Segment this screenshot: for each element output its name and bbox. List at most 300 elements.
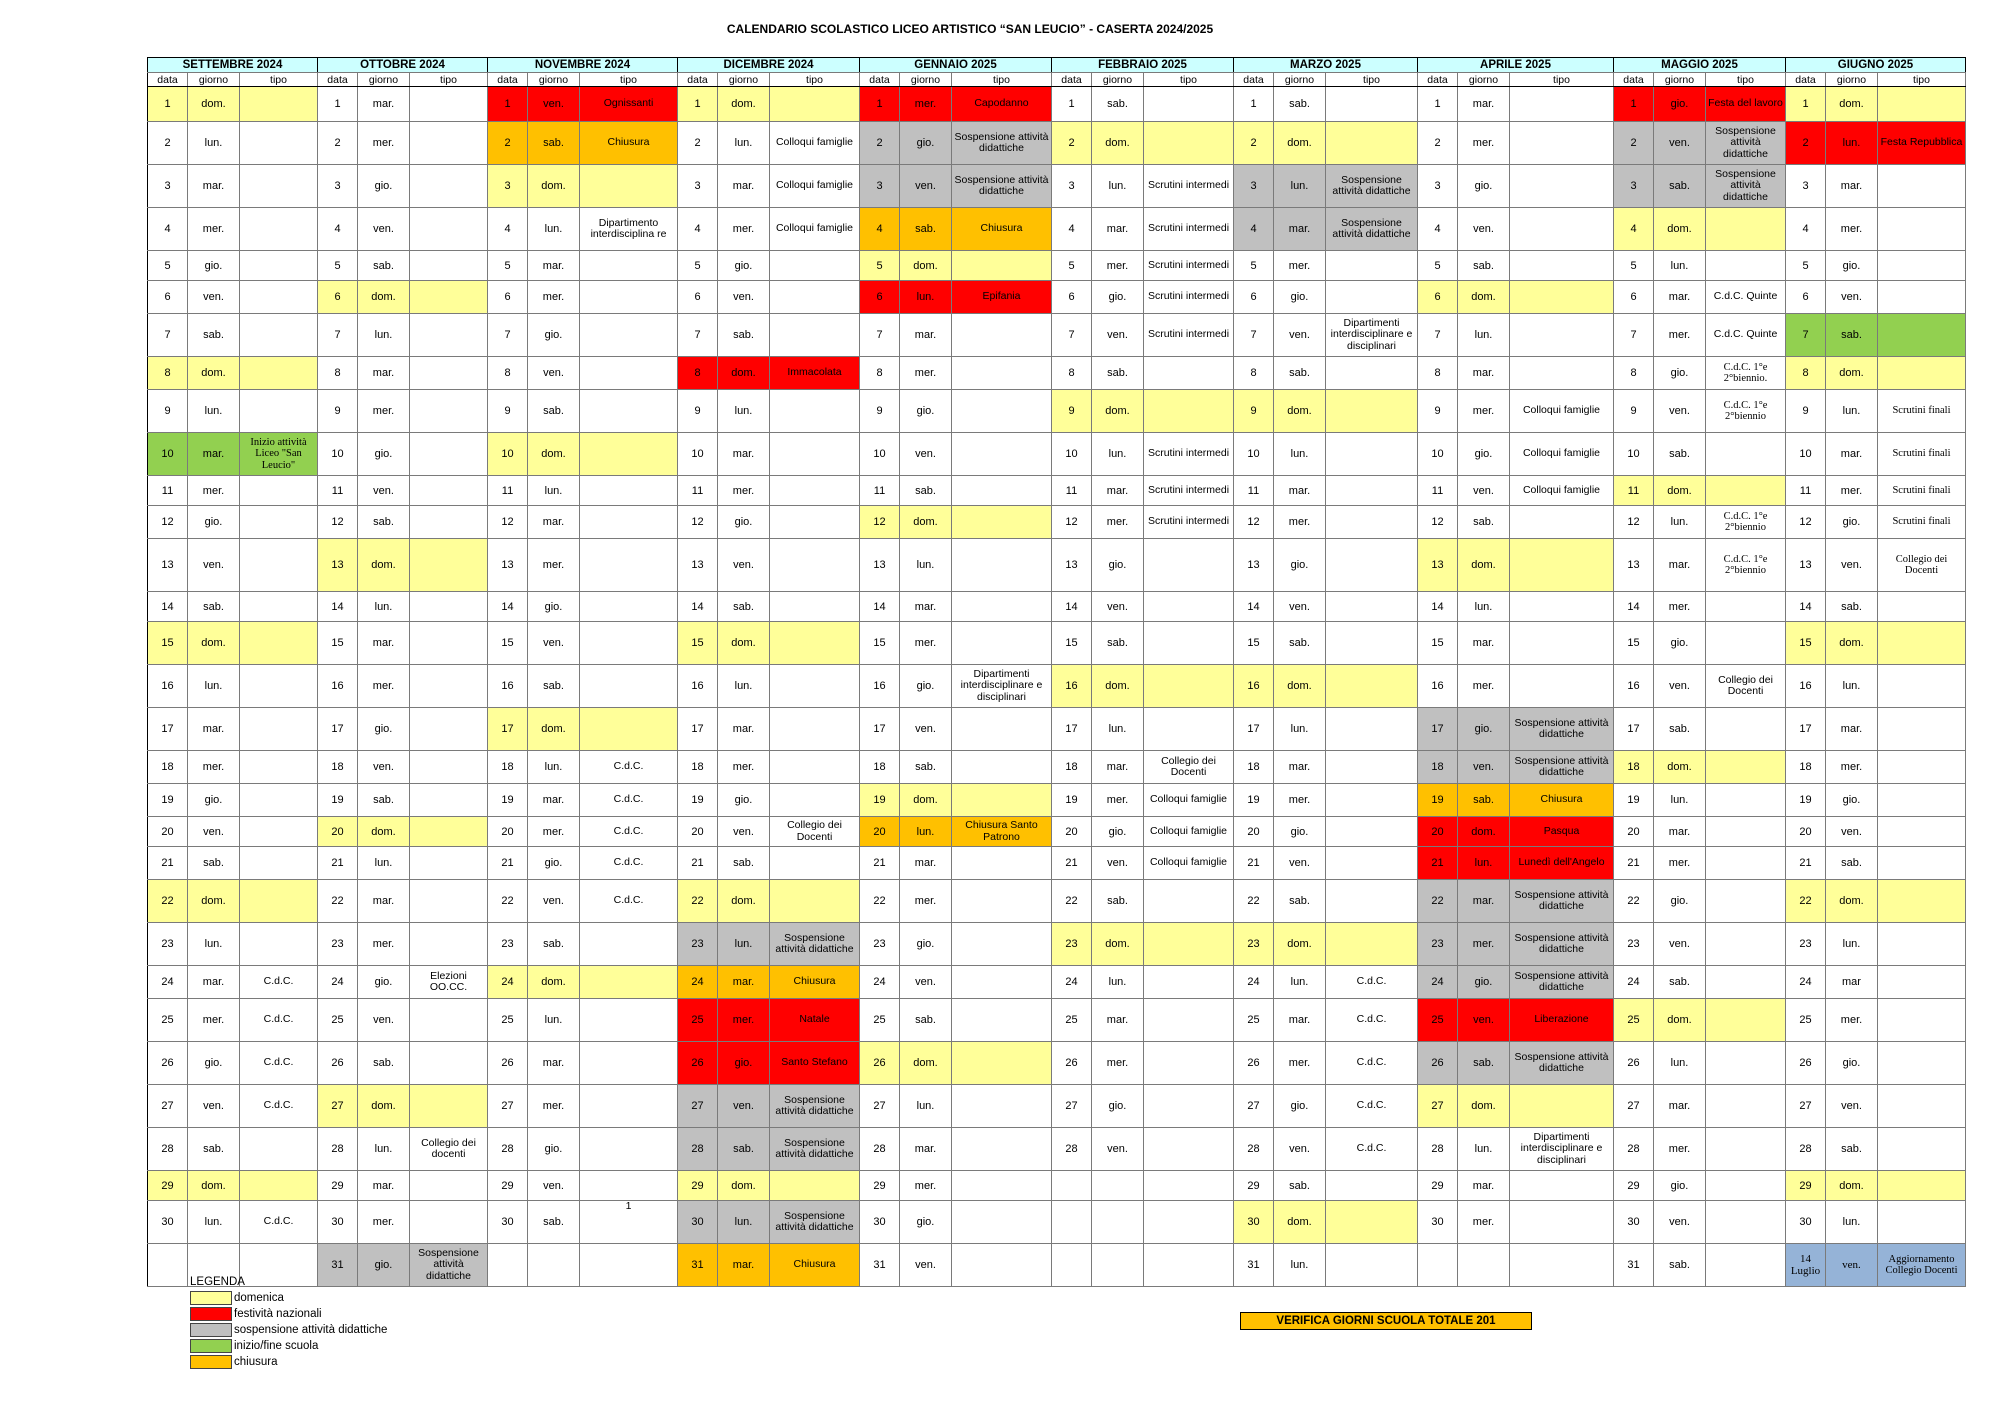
day-type	[410, 592, 488, 622]
day-date: 23	[1052, 923, 1092, 966]
day-weekday: sab.	[1458, 506, 1510, 539]
day-type	[1706, 923, 1786, 966]
day-weekday: sab.	[1274, 87, 1326, 122]
day-type: Scrutini intermedi	[1144, 281, 1234, 314]
day-type: Chiusura	[770, 1244, 860, 1287]
day-date: 14	[1234, 592, 1274, 622]
day-date: 24	[318, 966, 358, 999]
legend-label: inizio/fine scuola	[234, 1340, 319, 1352]
day-date: 10	[1614, 433, 1654, 476]
day-date: 27	[488, 1085, 528, 1128]
day-date: 3	[1234, 165, 1274, 208]
day-weekday: dom.	[188, 87, 240, 122]
day-date: 20	[318, 817, 358, 847]
day-weekday: sab.	[1654, 708, 1706, 751]
day-weekday	[528, 1244, 580, 1287]
day-weekday: lun.	[358, 592, 410, 622]
day-weekday: ven.	[358, 751, 410, 784]
page-title: CALENDARIO SCOLASTICO LICEO ARTISTICO “SAN LEUCIO” - CASERTA 2024/2025	[726, 22, 1214, 36]
day-date: 23	[860, 923, 900, 966]
day-weekday: sab.	[1654, 966, 1706, 999]
day-weekday: dom.	[718, 622, 770, 665]
day-date: 20	[1418, 817, 1458, 847]
day-date: 4	[678, 208, 718, 251]
column-header-tipo: tipo	[240, 73, 318, 87]
day-date: 27	[1786, 1085, 1826, 1128]
day-date: 26	[1614, 1042, 1654, 1085]
day-date: 11	[318, 476, 358, 506]
day-date: 5	[1234, 251, 1274, 281]
day-weekday: mar.	[718, 708, 770, 751]
day-type: C.d.C.	[580, 847, 678, 880]
day-type: C.d.C.	[580, 817, 678, 847]
day-weekday: gio.	[1654, 622, 1706, 665]
day-date: 18	[1052, 751, 1092, 784]
day-type: Scrutini finali	[1878, 433, 1966, 476]
day-weekday: lun.	[188, 1201, 240, 1244]
day-type: C.d.C.	[1326, 966, 1418, 999]
day-type	[410, 281, 488, 314]
day-weekday: ven.	[1826, 1085, 1878, 1128]
day-weekday: gio.	[1274, 539, 1326, 592]
day-weekday: gio.	[1092, 817, 1144, 847]
day-type	[952, 923, 1052, 966]
day-weekday	[1458, 1244, 1510, 1287]
day-weekday: dom.	[1458, 281, 1510, 314]
day-type	[580, 1042, 678, 1085]
day-date: 8	[1786, 357, 1826, 390]
day-date: 27	[318, 1085, 358, 1128]
day-type	[1326, 751, 1418, 784]
day-type	[1878, 87, 1966, 122]
day-weekday: gio.	[1654, 357, 1706, 390]
day-type	[770, 665, 860, 708]
day-date: 3	[1614, 165, 1654, 208]
day-date: 16	[1418, 665, 1458, 708]
day-weekday: mar.	[1654, 817, 1706, 847]
day-type	[410, 165, 488, 208]
day-weekday: mer.	[1458, 390, 1510, 433]
legend-item	[190, 1322, 387, 1338]
day-weekday: sab.	[188, 592, 240, 622]
day-type	[1144, 999, 1234, 1042]
day-date: 6	[148, 281, 188, 314]
day-type: C.d.C.	[580, 880, 678, 923]
day-weekday: dom.	[1826, 880, 1878, 923]
day-weekday: mar.	[528, 251, 580, 281]
day-date: 10	[1786, 433, 1826, 476]
day-date: 3	[1786, 165, 1826, 208]
day-type	[952, 539, 1052, 592]
day-type	[240, 122, 318, 165]
column-header-data: data	[488, 73, 528, 87]
day-date: 7	[1786, 314, 1826, 357]
legend-swatch	[190, 1339, 232, 1353]
day-type: C.d.C. 1°e 2°biennio.	[1706, 357, 1786, 390]
day-type: Sospensione attività didattiche	[1510, 966, 1614, 999]
day-date: 12	[318, 506, 358, 539]
day-weekday: mer.	[900, 880, 952, 923]
day-date: 26	[860, 1042, 900, 1085]
day-type	[410, 87, 488, 122]
day-date: 16	[1052, 665, 1092, 708]
day-date: 22	[1418, 880, 1458, 923]
day-weekday: sab.	[528, 1201, 580, 1244]
column-header-giorno: giorno	[188, 73, 240, 87]
day-row	[148, 784, 1966, 817]
day-date: 22	[678, 880, 718, 923]
day-date: 11	[860, 476, 900, 506]
day-weekday: gio.	[1826, 784, 1878, 817]
day-date: 8	[1234, 357, 1274, 390]
day-weekday: ven.	[718, 1085, 770, 1128]
day-date: 13	[1234, 539, 1274, 592]
day-type	[410, 999, 488, 1042]
day-type	[240, 476, 318, 506]
day-date: 9	[148, 390, 188, 433]
day-date: 17	[148, 708, 188, 751]
day-weekday: sab.	[1458, 784, 1510, 817]
day-date: 25	[318, 999, 358, 1042]
day-row	[148, 708, 1966, 751]
month-header: GIUGNO 2025	[1786, 58, 1966, 73]
day-type	[1326, 665, 1418, 708]
day-weekday: sab.	[1092, 622, 1144, 665]
day-weekday: dom.	[1654, 751, 1706, 784]
day-type: C.d.C. 1°e 2°biennio	[1706, 539, 1786, 592]
day-weekday: ven.	[900, 165, 952, 208]
day-weekday: mar.	[1654, 1085, 1706, 1128]
column-header-giorno: giorno	[1274, 73, 1326, 87]
day-type	[1326, 433, 1418, 476]
day-weekday: gio.	[358, 433, 410, 476]
day-type: C.d.C.	[240, 966, 318, 999]
day-type	[1706, 1171, 1786, 1201]
column-header-giorno: giorno	[900, 73, 952, 87]
day-date: 9	[1234, 390, 1274, 433]
day-type: Dipartimenti interdisciplinare e disciplinari	[952, 665, 1052, 708]
day-type: C.d.C.	[580, 751, 678, 784]
day-type: Colloqui famiglie	[1510, 390, 1614, 433]
day-date: 30	[148, 1201, 188, 1244]
day-weekday: gio.	[188, 506, 240, 539]
day-weekday: mar.	[1826, 433, 1878, 476]
day-weekday: mar.	[188, 433, 240, 476]
day-date: 8	[1614, 357, 1654, 390]
day-type: Scrutini intermedi	[1144, 476, 1234, 506]
column-header-giorno: giorno	[1654, 73, 1706, 87]
day-date: 24	[488, 966, 528, 999]
day-date: 13	[1614, 539, 1654, 592]
day-type: Dipartimenti interdisciplinare e disciplinari	[1510, 1128, 1614, 1171]
day-type	[410, 506, 488, 539]
day-weekday: mer.	[528, 539, 580, 592]
day-type: C.d.C.	[240, 999, 318, 1042]
day-weekday: lun.	[718, 923, 770, 966]
day-date: 25	[678, 999, 718, 1042]
day-type	[580, 622, 678, 665]
day-weekday: mer.	[1092, 251, 1144, 281]
day-date	[1052, 1171, 1092, 1201]
day-row	[148, 122, 1966, 165]
day-date: 20	[678, 817, 718, 847]
day-weekday: gio.	[718, 784, 770, 817]
day-weekday: mer.	[188, 476, 240, 506]
day-date: 8	[1052, 357, 1092, 390]
day-weekday: gio.	[528, 592, 580, 622]
day-weekday: ven.	[1092, 314, 1144, 357]
column-header-tipo: tipo	[410, 73, 488, 87]
day-type	[240, 506, 318, 539]
day-type	[580, 708, 678, 751]
day-date: 16	[1234, 665, 1274, 708]
day-type	[580, 1171, 678, 1201]
day-weekday: gio.	[718, 1042, 770, 1085]
day-date: 14	[318, 592, 358, 622]
day-date	[1052, 1201, 1092, 1244]
day-weekday	[1092, 1171, 1144, 1201]
day-date: 11	[1786, 476, 1826, 506]
day-weekday: lun.	[1654, 506, 1706, 539]
day-date: 12	[1052, 506, 1092, 539]
day-type: Sospensione attività didattiche	[1706, 165, 1786, 208]
legend-swatch	[190, 1323, 232, 1337]
day-type	[1706, 784, 1786, 817]
day-weekday: dom.	[188, 880, 240, 923]
day-type	[1878, 314, 1966, 357]
day-type	[1144, 1201, 1234, 1244]
day-type	[240, 847, 318, 880]
month-header: NOVEMBRE 2024	[488, 58, 678, 73]
day-date: 23	[1418, 923, 1458, 966]
day-type	[1510, 1201, 1614, 1244]
day-date: 23	[1786, 923, 1826, 966]
day-weekday: lun.	[528, 999, 580, 1042]
day-type: Sospensione attività didattiche	[1510, 923, 1614, 966]
day-type	[1144, 880, 1234, 923]
day-type: Scrutini finali	[1878, 390, 1966, 433]
day-weekday: ven.	[358, 208, 410, 251]
day-date: 10	[488, 433, 528, 476]
day-date: 21	[860, 847, 900, 880]
day-weekday: dom.	[900, 784, 952, 817]
day-type	[1326, 1244, 1418, 1287]
day-type	[580, 1128, 678, 1171]
day-weekday: ven.	[1274, 592, 1326, 622]
day-weekday: lun.	[358, 847, 410, 880]
day-date: 28	[148, 1128, 188, 1171]
day-date: 27	[1052, 1085, 1092, 1128]
day-weekday: ven.	[188, 817, 240, 847]
day-type	[1144, 390, 1234, 433]
day-weekday: gio.	[718, 506, 770, 539]
legend-swatch	[190, 1291, 232, 1305]
day-type	[1878, 923, 1966, 966]
day-date: 1	[488, 87, 528, 122]
day-date	[1418, 1244, 1458, 1287]
day-weekday: lun.	[188, 923, 240, 966]
day-type: C.d.C.	[580, 784, 678, 817]
day-weekday: ven.	[188, 281, 240, 314]
day-date: 28	[1614, 1128, 1654, 1171]
day-date: 7	[1234, 314, 1274, 357]
day-type	[770, 751, 860, 784]
day-date: 16	[860, 665, 900, 708]
column-header-data: data	[1786, 73, 1826, 87]
day-weekday: dom.	[900, 506, 952, 539]
day-weekday: gio.	[900, 122, 952, 165]
day-date: 11	[1418, 476, 1458, 506]
day-row	[148, 880, 1966, 923]
day-type	[240, 923, 318, 966]
day-type	[240, 1128, 318, 1171]
day-type	[1510, 1085, 1614, 1128]
day-date: 12	[1234, 506, 1274, 539]
day-date: 14	[488, 592, 528, 622]
day-weekday: dom.	[188, 1171, 240, 1201]
day-weekday: lun.	[1274, 433, 1326, 476]
day-weekday: lun.	[1458, 592, 1510, 622]
column-header-tipo: tipo	[1144, 73, 1234, 87]
day-weekday: mer.	[1458, 122, 1510, 165]
day-weekday: sab.	[718, 592, 770, 622]
day-date: 25	[148, 999, 188, 1042]
day-weekday: sab.	[358, 784, 410, 817]
day-date: 29	[860, 1171, 900, 1201]
day-type	[410, 784, 488, 817]
day-type	[952, 1085, 1052, 1128]
day-date: 26	[1052, 1042, 1092, 1085]
day-type	[580, 251, 678, 281]
day-weekday: sab.	[1654, 1244, 1706, 1287]
day-date: 18	[148, 751, 188, 784]
day-weekday: lun.	[900, 539, 952, 592]
day-type: Sospensione attività didattiche	[1326, 208, 1418, 251]
calendar-table	[147, 57, 1966, 1287]
day-date: 17	[1052, 708, 1092, 751]
day-type: Colloqui famiglie	[1144, 784, 1234, 817]
day-type	[410, 923, 488, 966]
day-weekday: ven.	[1826, 817, 1878, 847]
day-type: Epifania	[952, 281, 1052, 314]
day-type	[410, 1201, 488, 1244]
day-weekday: mar.	[1458, 1171, 1510, 1201]
day-weekday: mar.	[358, 622, 410, 665]
day-date: 7	[1418, 314, 1458, 357]
day-date: 15	[318, 622, 358, 665]
day-date: 20	[1052, 817, 1092, 847]
day-date: 25	[488, 999, 528, 1042]
day-date: 8	[860, 357, 900, 390]
day-type: Immacolata	[770, 357, 860, 390]
day-weekday: sab.	[900, 476, 952, 506]
day-date: 30	[1614, 1201, 1654, 1244]
day-type	[1510, 506, 1614, 539]
day-weekday: lun.	[1274, 1244, 1326, 1287]
day-date: 14 Luglio	[1786, 1244, 1826, 1287]
day-date: 21	[318, 847, 358, 880]
day-weekday: sab.	[1092, 880, 1144, 923]
day-weekday: lun.	[900, 281, 952, 314]
day-type	[1510, 665, 1614, 708]
day-weekday: ven.	[188, 1085, 240, 1128]
day-date: 20	[148, 817, 188, 847]
day-row	[148, 751, 1966, 784]
day-date: 21	[488, 847, 528, 880]
day-date: 4	[1234, 208, 1274, 251]
day-date: 14	[860, 592, 900, 622]
day-date: 1	[148, 87, 188, 122]
day-weekday: ven.	[718, 281, 770, 314]
day-date: 14	[1786, 592, 1826, 622]
day-weekday: dom.	[718, 87, 770, 122]
day-weekday: dom.	[1458, 817, 1510, 847]
day-date: 21	[1052, 847, 1092, 880]
day-weekday: ven.	[1092, 847, 1144, 880]
day-date: 17	[1418, 708, 1458, 751]
day-weekday: dom.	[188, 622, 240, 665]
day-weekday: lun.	[1274, 966, 1326, 999]
day-date: 14	[148, 592, 188, 622]
day-weekday: mer.	[528, 1085, 580, 1128]
day-weekday: mer.	[528, 281, 580, 314]
day-type	[1326, 1201, 1418, 1244]
day-date: 2	[1052, 122, 1092, 165]
day-date: 3	[678, 165, 718, 208]
day-weekday: mer.	[1092, 1042, 1144, 1085]
day-type: Pasqua	[1510, 817, 1614, 847]
day-type	[1706, 817, 1786, 847]
day-weekday: mar.	[1654, 281, 1706, 314]
column-header-tipo: tipo	[1510, 73, 1614, 87]
day-date: 16	[488, 665, 528, 708]
day-type	[952, 751, 1052, 784]
day-type: Chiusura Santo Patrono	[952, 817, 1052, 847]
day-date: 23	[488, 923, 528, 966]
day-date: 7	[678, 314, 718, 357]
day-type	[1706, 847, 1786, 880]
day-weekday: mer.	[1458, 923, 1510, 966]
day-type	[1510, 592, 1614, 622]
day-type	[1878, 999, 1966, 1042]
day-weekday: mar.	[188, 708, 240, 751]
day-row	[148, 357, 1966, 390]
day-weekday: ven.	[358, 476, 410, 506]
day-weekday: mar.	[900, 314, 952, 357]
day-type	[580, 966, 678, 999]
day-date: 19	[148, 784, 188, 817]
day-date: 27	[1234, 1085, 1274, 1128]
day-weekday: mar.	[188, 966, 240, 999]
day-weekday: lun.	[718, 390, 770, 433]
day-weekday: mar.	[528, 784, 580, 817]
day-weekday: gio.	[1092, 539, 1144, 592]
day-date: 7	[318, 314, 358, 357]
day-type: Liberazione	[1510, 999, 1614, 1042]
day-type	[952, 708, 1052, 751]
day-date: 30	[1786, 1201, 1826, 1244]
day-date: 3	[860, 165, 900, 208]
day-date: 12	[678, 506, 718, 539]
day-date: 10	[678, 433, 718, 476]
day-type	[240, 539, 318, 592]
day-weekday: mer.	[188, 751, 240, 784]
day-type: Scrutini intermedi	[1144, 208, 1234, 251]
day-weekday: ven.	[1654, 1201, 1706, 1244]
day-date: 19	[1234, 784, 1274, 817]
day-date: 1	[1052, 87, 1092, 122]
day-weekday: dom.	[188, 357, 240, 390]
